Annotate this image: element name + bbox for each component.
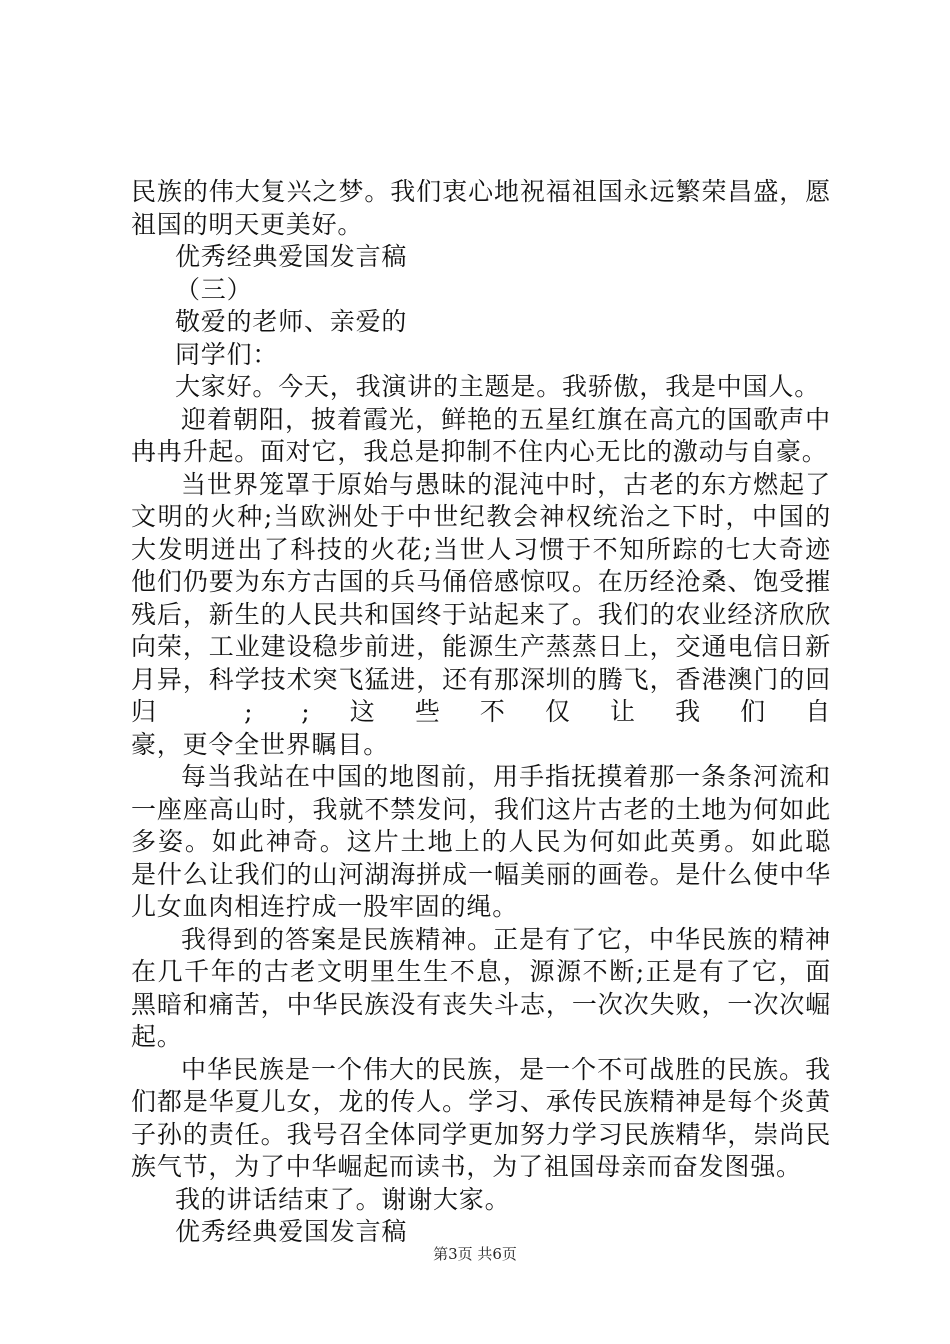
text-line: （三） [175, 274, 253, 304]
text-line: 我的讲话结束了。谢谢大家。 [175, 1184, 511, 1214]
text-line: 民族的伟大复兴之梦。我们衷心地祝福祖国永远繁荣昌盛，愿 [131, 177, 831, 206]
text-line: 优秀经典爱国发言稿 [175, 1217, 408, 1246]
page-footer: 第3页 共6页 [433, 1245, 517, 1263]
text-line: 当世界笼罩于原始与愚昧的混沌中时，古老的东方燃起了 [181, 469, 831, 499]
text-line: 们都是华夏儿女，龙的传人。学习、承传民族精神是每个炎黄 [131, 1087, 831, 1116]
text-line: 一座座高山时，我就不禁发问，我们这片古老的土地为何如此 [131, 794, 831, 824]
text-line: 优秀经典爱国发言稿 [175, 242, 408, 271]
text-line: 我得到的答案是民族精神。正是有了它，中华民族的精神 [181, 924, 831, 954]
text-line: 子孙的责任。我号召全体同学更加努力学习民族精华，崇尚民 [131, 1119, 831, 1149]
text-line: 黑暗和痛苦，中华民族没有丧失斗志，一次次失败，一次次崛 [131, 989, 831, 1019]
text-line: 祖国的明天更美好。 [131, 209, 364, 239]
text-line: 大家好。今天，我演讲的主题是。我骄傲，我是中国人。 [175, 372, 821, 401]
text-line: 向荣，工业建设稳步前进，能源生产蒸蒸日上，交通电信日新 [131, 632, 831, 661]
text-line: 月异，科学技术突飞猛进，还有那深圳的腾飞，香港澳门的回 [131, 664, 831, 694]
text-line: 族气节，为了中华崛起而读书，为了祖国母亲而奋发图强。 [131, 1152, 802, 1181]
document-body [131, 176, 831, 1249]
text-line: 多姿。如此神奇。这片土地上的人民为何如此英勇。如此聪 [131, 827, 831, 856]
text-line: 冉冉升起。面对它，我总是抑制不住内心无比的激动与自豪。 [131, 437, 828, 466]
text-line: 归 ; ;这些不仅让我们自 [131, 697, 831, 726]
text-line: 豪，更令全世界瞩目。 [131, 729, 390, 759]
text-line: 敬爱的老师、亲爱的 [175, 307, 408, 336]
text-line: 文明的火种;当欧洲处于中世纪教会神权统治之下时，中国的 [131, 502, 831, 531]
text-line: 起。 [131, 1022, 183, 1051]
text-line: 他们仍要为东方古国的兵马俑倍感惊叹。在历经沧桑、饱受摧 [131, 567, 831, 596]
text-line: 残后，新生的人民共和国终于站起来了。我们的农业经济欣欣 [131, 599, 831, 629]
text-line: 是什么让我们的山河湖海拼成一幅美丽的画卷。是什么使中华 [131, 859, 831, 889]
text-line: 在几千年的古老文明里生生不息，源源不断;正是有了它，面 [131, 957, 831, 986]
text-line: 大发明迸出了科技的火花;当世人习惯于不知所踪的七大奇迹 [131, 534, 831, 564]
text-line: 每当我站在中国的地图前，用手指抚摸着那一条条河流和 [181, 762, 831, 791]
text-line: 迎着朝阳，披着霞光，鲜艳的五星红旗在高亢的国歌声中 [181, 404, 831, 434]
text-line: 同学们： [175, 339, 279, 369]
text-line: 儿女血肉相连拧成一股牢固的绳。 [131, 892, 519, 921]
text-line: 中华民族是一个伟大的民族，是一个不可战胜的民族。我 [181, 1054, 831, 1084]
